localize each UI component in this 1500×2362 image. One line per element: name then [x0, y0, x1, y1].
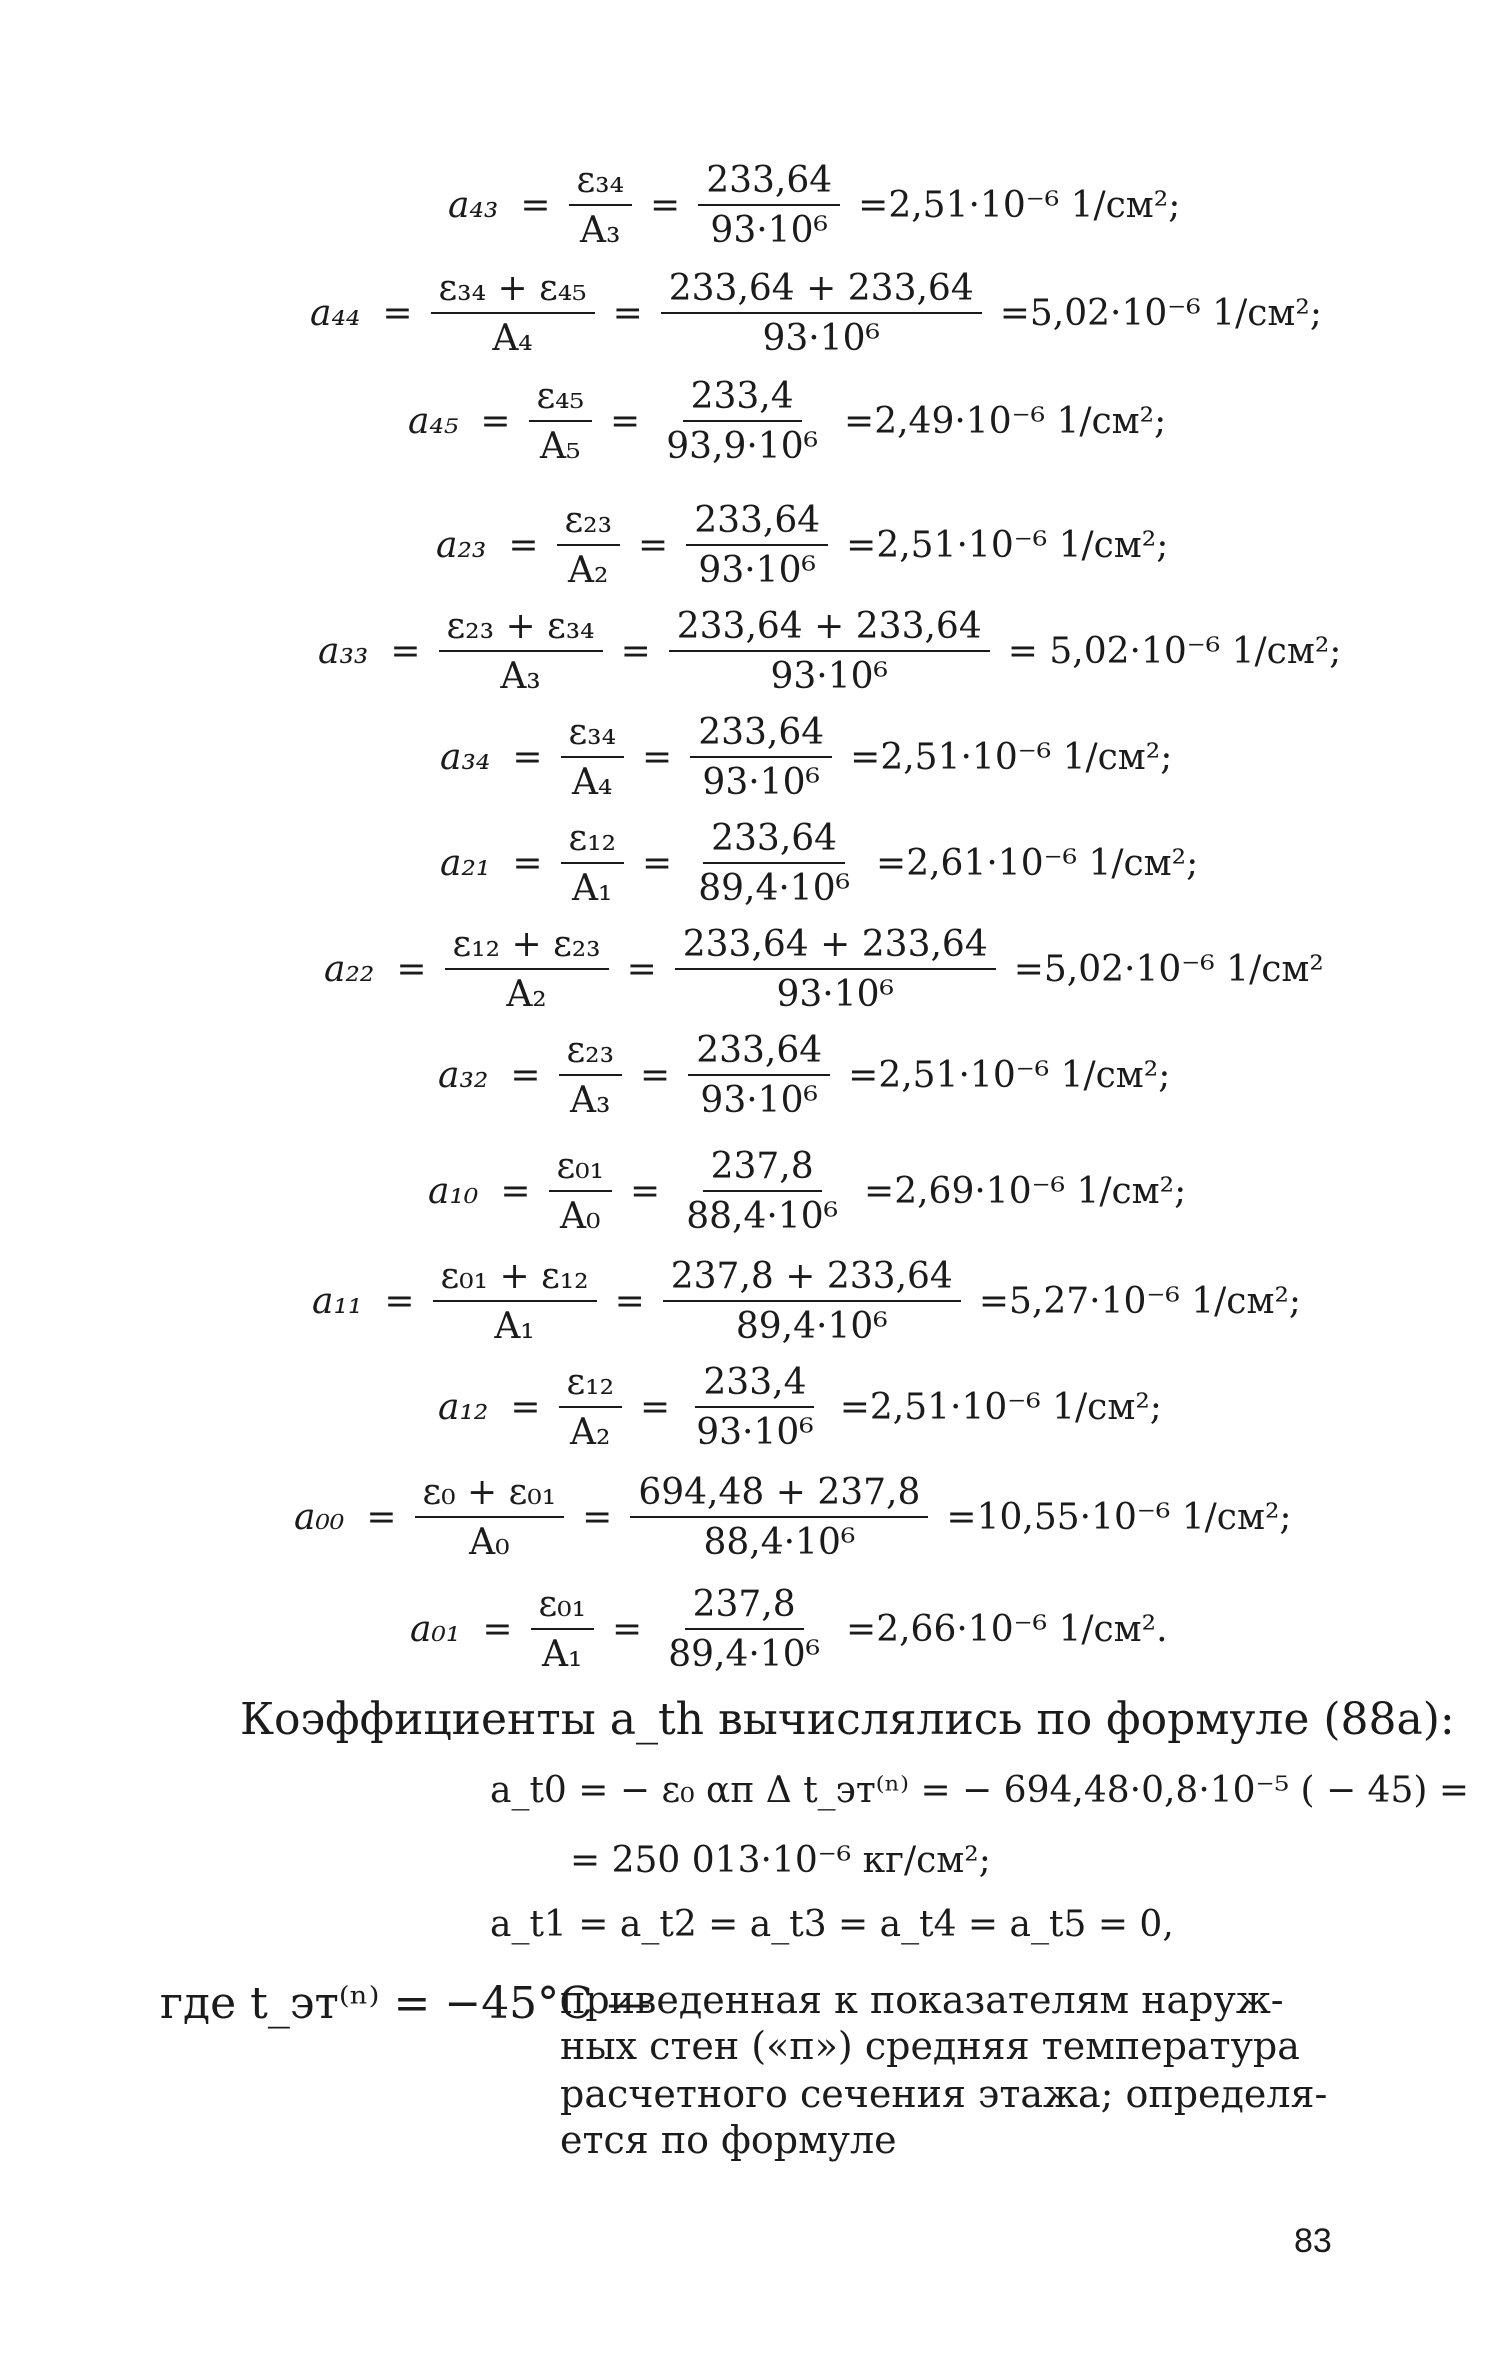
eq-value-fraction: $\frac{233,64 + 233,64}{\text{93·10⁶}}$ [669, 606, 990, 697]
eq-lhs: a₁₁ [312, 1281, 363, 1322]
eq-lhs: a₄₅ [408, 401, 459, 442]
eq-symbolic-fraction: $\frac{\text{ε₂₃ + ε₃₄}}{\text{A₃}}$ [439, 606, 603, 697]
eq-lhs: a₂₃ [436, 525, 487, 566]
where-line-2: ных стен («п») средняя температура [560, 2024, 1300, 2068]
eq-lhs: a₃₄ [440, 737, 491, 778]
eq-result: =5,02·10⁻⁶ 1/см²; [999, 293, 1322, 334]
eq-symbolic-fraction: $\frac{\text{ε₃₄}}{\text{A₄}}$ [561, 712, 625, 803]
equation-a21: a₂₁ = $\frac{\text{ε₁₂}}{\text{A₁}}$ = $\frac{233,64}{\text{89,4·10⁶}}$ =2,61·10⁻⁶ 1/см²; [440, 818, 1199, 909]
equation-a00: a₀₀ = $\frac{\text{ε₀ + ε₀₁}}{\text{A₀}}$ = $\frac{694,48 + 237,8}{\text{88,4·10⁶}}$ =10,55·10⁻⁶ 1/см²; [294, 1472, 1292, 1563]
where-line-4: ется по формуле [560, 2118, 897, 2162]
where-label: где t_эт⁽ⁿ⁾ = −45°С — [160, 1978, 651, 2029]
equation-a10: a₁₀ = $\frac{\text{ε₀₁}}{\text{A₀}}$ = $\frac{237,8}{\text{88,4·10⁶}}$ =2,69·10⁻⁶ 1/см²; [428, 1146, 1187, 1237]
page-number: 83 [1294, 2222, 1332, 2260]
eq-symbolic-fraction: $\frac{\text{ε₀ + ε₀₁}}{\text{A₀}}$ [415, 1472, 565, 1563]
eq-value-fraction: $\frac{233,64}{\text{93·10⁶}}$ [686, 500, 828, 591]
equation-a33: a₃₃ = $\frac{\text{ε₂₃ + ε₃₄}}{\text{A₃}}$ = $\frac{233,64 + 233,64}{\text{93·10⁶}}$ = 5,02·10⁻⁶ 1/см²; [318, 606, 1342, 697]
eq-lhs: a₀₀ [294, 1497, 345, 1538]
eq-result: =2,51·10⁻⁶ 1/см²; [848, 1055, 1171, 1096]
eq-result: =2,69·10⁻⁶ 1/см²; [864, 1171, 1187, 1212]
where-line-3: расчетного сечения этажа; определя- [560, 2072, 1328, 2116]
equation-a43: a₄₃ = $\frac{\text{ε₃₄}}{\text{A₃}}$ = $\frac{233,64}{\text{93·10⁶}}$ =2,51·10⁻⁶ 1/см²; [448, 160, 1181, 251]
eq-result: = 5,02·10⁻⁶ 1/см²; [1007, 631, 1342, 672]
eq-symbolic-fraction: $\frac{\text{ε₁₂}}{\text{A₂}}$ [559, 1362, 623, 1453]
eq-symbolic-fraction: $\frac{\text{ε₁₂ + ε₂₃}}{\text{A₂}}$ [445, 924, 609, 1015]
eq-lhs: a₄₄ [310, 293, 361, 334]
eq-result: =2,61·10⁻⁶ 1/см²; [876, 843, 1199, 884]
eq-result: =2,49·10⁻⁶ 1/см²; [844, 401, 1167, 442]
formula-at0: a_t0 = − ε₀ αп Δ t_эт⁽ⁿ⁾ = − 694,48·0,8·10⁻⁵ ( − 45) = [490, 1770, 1470, 1811]
equation-a22: a₂₂ = $\frac{\text{ε₁₂ + ε₂₃}}{\text{A₂}}$ = $\frac{233,64 + 233,64}{\text{93·10⁶}}$ =5,02·10⁻⁶ 1/см² [324, 924, 1324, 1015]
eq-lhs: a₄₃ [448, 185, 499, 226]
eq-value-fraction: $\frac{233,64}{\text{89,4·10⁶}}$ [698, 818, 851, 909]
eq-result: =10,55·10⁻⁶ 1/см²; [946, 1497, 1292, 1538]
eq-symbolic-fraction: $\frac{\text{ε₃₄}}{\text{A₃}}$ [569, 160, 633, 251]
equation-a34: a₃₄ = $\frac{\text{ε₃₄}}{\text{A₄}}$ = $\frac{233,64}{\text{93·10⁶}}$ =2,51·10⁻⁶ 1/см²; [440, 712, 1173, 803]
eq-lhs: a₃₂ [438, 1055, 489, 1096]
equation-a32: a₃₂ = $\frac{\text{ε₂₃}}{\text{A₃}}$ = $\frac{233,64}{\text{93·10⁶}}$ =2,51·10⁻⁶ 1/см²; [438, 1030, 1171, 1121]
eq-symbolic-fraction: $\frac{\text{ε₂₃}}{\text{A₂}}$ [557, 500, 621, 591]
eq-value-fraction: $\frac{233,64}{\text{93·10⁶}}$ [698, 160, 840, 251]
eq-value-fraction: $\frac{233,64}{\text{93·10⁶}}$ [688, 1030, 830, 1121]
eq-lhs: a₂₁ [440, 843, 491, 884]
eq-symbolic-fraction: $\frac{\text{ε₃₄ + ε₄₅}}{\text{A₄}}$ [431, 268, 595, 359]
eq-result: =5,02·10⁻⁶ 1/см² [1013, 949, 1324, 990]
where-line-1: приведенная к показателям наруж- [560, 1978, 1284, 2022]
eq-symbolic-fraction: $\frac{\text{ε₀₁}}{\text{A₁}}$ [531, 1584, 595, 1675]
eq-result: =2,51·10⁻⁶ 1/см²; [858, 185, 1181, 226]
eq-value-fraction: $\frac{233,4}{\text{93,9·10⁶}}$ [666, 376, 819, 467]
eq-value-fraction: $\frac{694,48 + 237,8}{\text{88,4·10⁶}}$ [630, 1472, 928, 1563]
formula-at0-result: = 250 013·10⁻⁶ кг/см²; [570, 1840, 991, 1881]
eq-value-fraction: $\frac{233,64 + 233,64}{\text{93·10⁶}}$ [675, 924, 996, 1015]
eq-lhs: a₃₃ [318, 631, 369, 672]
eq-value-fraction: $\frac{237,8 + 233,64}{\text{89,4·10⁶}}$ [663, 1256, 961, 1347]
eq-symbolic-fraction: $\frac{\text{ε₁₂}}{\text{A₁}}$ [561, 818, 625, 909]
eq-lhs: a₂₂ [324, 949, 375, 990]
eq-result: =5,27·10⁻⁶ 1/см²; [978, 1281, 1302, 1322]
equation-a12: a₁₂ = $\frac{\text{ε₁₂}}{\text{A₂}}$ = $\frac{233,4}{\text{93·10⁶}}$ =2,51·10⁻⁶ 1/см²; [438, 1362, 1162, 1453]
eq-result: =2,51·10⁻⁶ 1/см²; [839, 1387, 1162, 1428]
eq-lhs: a₀₁ [410, 1609, 461, 1650]
equation-a44: a₄₄ = $\frac{\text{ε₃₄ + ε₄₅}}{\text{A₄}}$ = $\frac{233,64 + 233,64}{\text{93·10⁶}}$ =5,02·10⁻⁶ 1/см²; [310, 268, 1322, 359]
formula-at-zero: a_t1 = a_t2 = a_t3 = a_t4 = a_t5 = 0, [490, 1904, 1174, 1945]
eq-result: =2,51·10⁻⁶ 1/см²; [850, 737, 1173, 778]
equation-a11: a₁₁ = $\frac{\text{ε₀₁ + ε₁₂}}{\text{A₁}}$ = $\frac{237,8 + 233,64}{\text{89,4·10⁶}}$ =5,27·10⁻⁶ 1/см²; [312, 1256, 1302, 1347]
equation-a01: a₀₁ = $\frac{\text{ε₀₁}}{\text{A₁}}$ = $\frac{237,8}{\text{89,4·10⁶}}$ =2,66·10⁻⁶ 1/см². [410, 1584, 1168, 1675]
eq-value-fraction: $\frac{237,8}{\text{88,4·10⁶}}$ [686, 1146, 839, 1237]
eq-symbolic-fraction: $\frac{\text{ε₀₁}}{\text{A₀}}$ [549, 1146, 613, 1237]
eq-symbolic-fraction: $\frac{\text{ε₂₃}}{\text{A₃}}$ [559, 1030, 623, 1121]
coefficients-line: Коэффициенты a_th вычислялись по формуле (88а): [240, 1694, 1455, 1745]
eq-lhs: a₁₀ [428, 1171, 479, 1212]
eq-value-fraction: $\frac{237,8}{\text{89,4·10⁶}}$ [668, 1584, 821, 1675]
eq-result: =2,66·10⁻⁶ 1/см². [846, 1609, 1168, 1650]
equation-a45: a₄₅ = $\frac{\text{ε₄₅}}{\text{A₅}}$ = $\frac{233,4}{\text{93,9·10⁶}}$ =2,49·10⁻⁶ 1/см²; [408, 376, 1167, 467]
eq-lhs: a₁₂ [438, 1387, 489, 1428]
eq-symbolic-fraction: $\frac{\text{ε₄₅}}{\text{A₅}}$ [529, 376, 593, 467]
eq-value-fraction: $\frac{233,64 + 233,64}{\text{93·10⁶}}$ [661, 268, 982, 359]
eq-value-fraction: $\frac{233,64}{\text{93·10⁶}}$ [690, 712, 832, 803]
eq-value-fraction: $\frac{233,4}{\text{93·10⁶}}$ [696, 1362, 814, 1453]
eq-symbolic-fraction: $\frac{\text{ε₀₁ + ε₁₂}}{\text{A₁}}$ [433, 1256, 597, 1347]
eq-result: =2,51·10⁻⁶ 1/см²; [846, 525, 1169, 566]
equation-a23: a₂₃ = $\frac{\text{ε₂₃}}{\text{A₂}}$ = $\frac{233,64}{\text{93·10⁶}}$ =2,51·10⁻⁶ 1/см²; [436, 500, 1169, 591]
